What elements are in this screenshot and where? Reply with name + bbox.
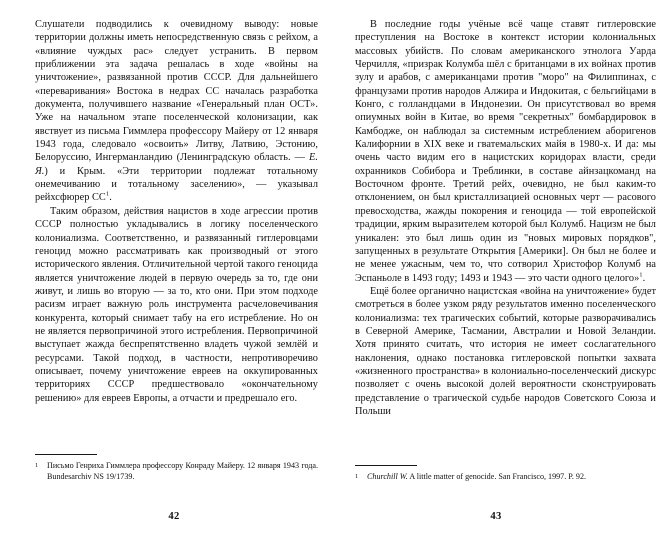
footnote-ref-l1: 1 <box>105 191 110 199</box>
paragraph-l1-tail: . <box>109 192 112 204</box>
footnote-separator-rule <box>35 454 97 455</box>
footnote-item <box>35 460 318 482</box>
footnotes-right <box>355 465 656 482</box>
footnote-item <box>355 471 656 482</box>
paragraph-l1-text: Слушатели подводились к очевидному выводу: новые территории должны иметь непосредственную связь с рейхом, а «влияние чуждых рас» следует устранить. В первом приближении эта задача решалась в ходе «войны на уничтожение», развязанной против СССР. Для дальнейшего «переваривания» Востока в недрах СС началась разработка документа, получившего название «Генеральный план ОСТ». Уже на начальном этапе поселенческой колонизации, как явствует из письма Гиммлера профессору Майеру от 12 января 1943 года, следовало «освоить» Литву, Латвию, Эстонию, Белоруссию, Ингерманландию (Ленинградскую область. — Е. Я.) и Крым. «Эти территории подлежат тотальному онемечиванию и тотальному заселению», — указывал рейхсфюрер СС <box>35 19 318 204</box>
footnote-citation: A little matter of genocide. San Francisco, 1997. P. 92. <box>407 471 587 481</box>
footnote-separator-rule <box>355 465 417 466</box>
footnote-number: 1 <box>355 472 359 480</box>
footnote-text: Письмо Генриха Гиммлера профессору Конраду Майеру. 12 января 1943 года. Bundesarchiv NS 19/1739. <box>47 460 318 481</box>
paragraph-r2-text: Ещё более органично нацистская «война на уничтожение» будет смотреться в более узком ряду результатов именно поселенческого колониализма: тех трагических событий, которые разворачивались в Северной Америке, Тасмании, Австралии и Новой Зеландии. Хотя принято считать, что история не имеет сослагательного наклонения, однако постановка гитлеровской попытки захвата «жизненного пространства» в колониально-поселенческий дискурс позволяет с очень высокой долей вероятности сконструировать представление о трагической судьбе народов Советского Союза и Польши <box>355 285 656 417</box>
footnotes-left <box>35 454 318 482</box>
footnote-author: Churchill W. <box>367 471 408 481</box>
page-number-right: 43 <box>490 511 502 522</box>
paragraph-l2 <box>35 205 318 405</box>
page-left-textblock <box>35 18 318 405</box>
paragraph-l2-text: Таким образом, действия нацистов в ходе агрессии против СССР полностью укладывались в логику поселенческого колониализма. Соответственно, и развязанный гитлеровцами геноцид можно рассматривать как производный от этого исторического явления. Отличительной чертой такого геноцида является уничтожение людей в первую очередь за то, где они живут, и лишь во вторую — за то, кто они. При этом подходе расизм играет важную роль инструмента расчеловечивания конкурента, который снимает табу на его истребление. Но он не является первопричиной этого истребления. Первопричиной выступает жажда беспрепятственно владеть чужой землёй и ресурсами. Такой подход, в частности, непротиворечиво описывает, почему уничтожение евреев на оккупированных территориях СССР предшествовало «окончательному решению» для евреев Европы, а отчасти и предрешало его. <box>35 205 318 404</box>
footnote-number: 1 <box>35 461 39 469</box>
paragraph-r1-text: В последние годы учёные всё чаще ставят гитлеровские преступления на Востоке в контекст истории колониальных массовых убийств. По словам американского этнолога Уарда Черчилля, «призрак Колумба шёл с британцами в их войнах против зулу и арабов, с американцами против "моро" на Филиппинах, с французами против народов Алжира и Индокитая, с бельгийцами в Конго, с голландцами в Индонезии. Он присутствовал во время опиумных войн в Китае, во время "секретных" бомбардировок в Камбодже, он наблюдал за системным истреблением аборигенов Калифорнии в XIX веке и гватемальских майя в 1980-х. И да: мы очень часто видим его в нацистских коридорах власти, среди охранников Собибора и Треблинки, в составе айнзацкоманд на Восточном фронте. Третий рейх, очевидно, не был каким-то отклонением, он был кристаллизацией основных черт — расового превосходства, жажды покорения и геноцида — той европейской традиции, ярким выразителем которой был Колумб. Нацизм не был уникален: это был лишь один из "новых мировых порядков", запущенных в результате Открытия [Америки]. Он был не более и не менее ужасным, чем то, что сотворил Христофор Колумб на Эспаньоле в 1493 году; 1493 и 1943 — это части одного целого» <box>355 19 656 284</box>
paragraph-r1 <box>355 18 656 285</box>
footnote-text <box>367 471 656 482</box>
page-number-left: 42 <box>168 511 180 522</box>
footnote-ref-r1: 1 <box>639 271 643 279</box>
paragraph-r1-tail: . <box>642 272 646 284</box>
page-right-textblock <box>355 18 656 418</box>
paragraph-r2 <box>355 285 656 418</box>
page-right <box>336 0 672 540</box>
paragraph-l1 <box>35 18 318 205</box>
